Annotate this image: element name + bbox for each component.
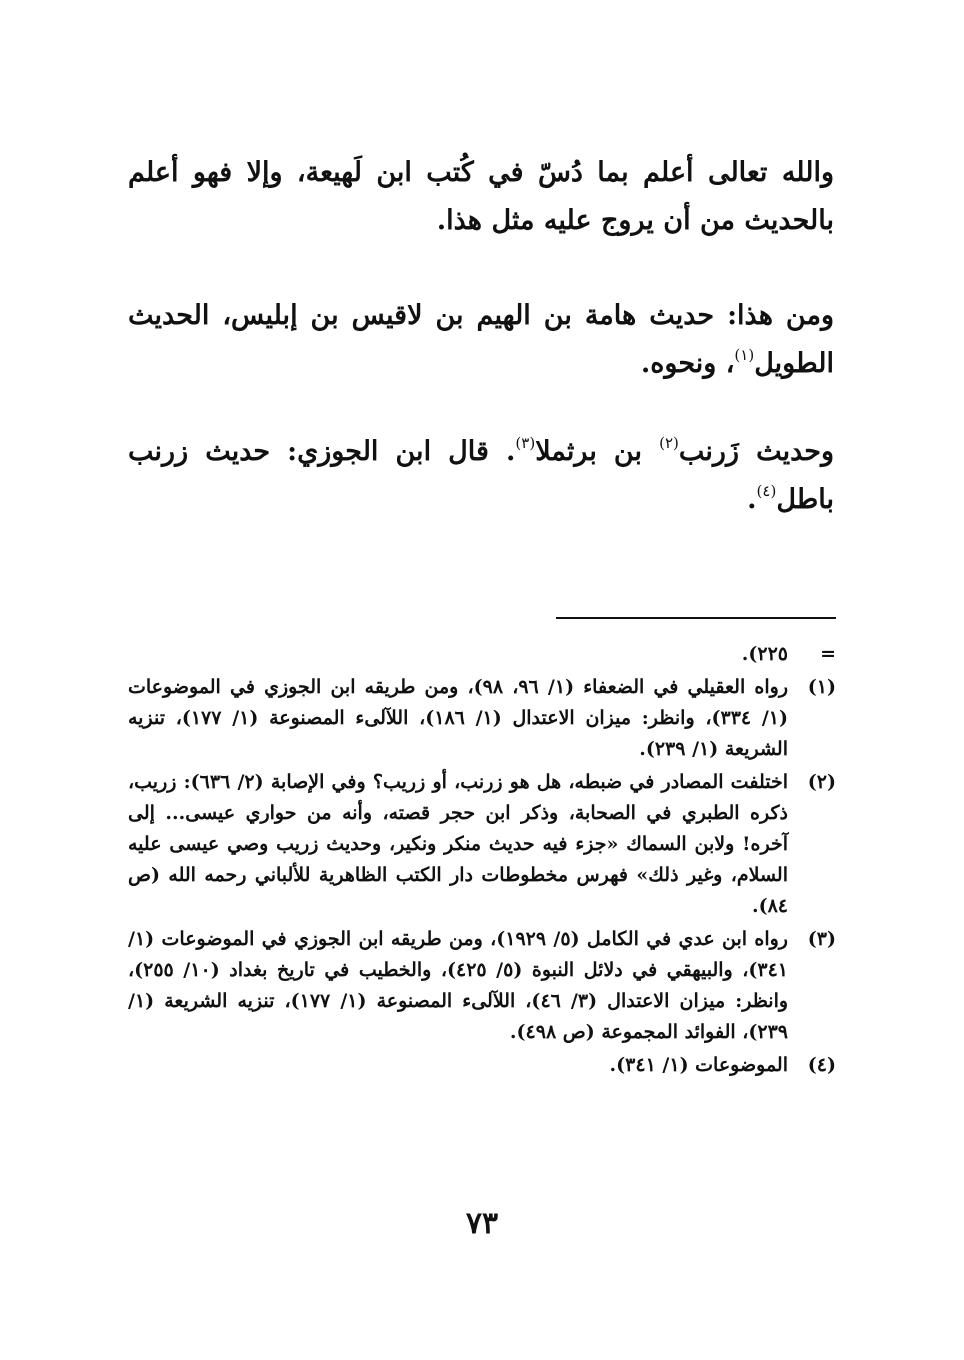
paragraph-text: وحديث زَرنب: [678, 436, 834, 467]
body-paragraph-1: [128, 149, 834, 245]
page-number: ٧٣: [465, 1206, 499, 1241]
footnote-number: (٤): [807, 1054, 836, 1076]
footnote-3: [128, 924, 836, 1048]
footnote-text: رواه ابن عدي في الكامل (٥/ ١٩٢٩)، ومن طريقه ابن الجوزي في الموضوعات (١/ ٣٤١)، والبيهقي في دلائل النبوة (٥/ ٤٢٥)، والخطيب في تاريخ بغداد (١٠/ ٢٥٥)، وانظر: ميزان الاعتدال (٣/ ٤٦)، اللآلىء المصنوعة (١/ ١٧٧)، تنزيه الشريعة (١/ ٢٣٩)، الفوائد المجموعة (ص ٤٩٨).: [128, 928, 789, 1043]
footnote-ref-4[interactable]: (٤): [756, 482, 777, 500]
footnote-4: [128, 1050, 836, 1081]
paragraph-text: والله تعالى أعلم بما دُسّ في كُتب ابن لَهيعة، وإلا فهو أعلم بالحديث من أن يروج عليه مثل هذا.: [128, 157, 834, 236]
footnote-continuation: [128, 639, 836, 670]
footnote-number: (٢): [807, 771, 836, 793]
paragraph-text: ، ونحوه.: [640, 348, 735, 379]
paragraph-text: ومن هذا: حديث هامة بن الهيم بن لاقيس بن إبليس، الحديث الطويل: [128, 300, 834, 379]
paragraph-text: بن برثملا: [535, 436, 660, 467]
footnotes-section: [128, 639, 836, 1083]
footnote-ref-3[interactable]: (٣): [515, 434, 536, 452]
footnote-2: [128, 767, 836, 922]
footnote-number: (١): [807, 676, 836, 698]
footnote-separator-rule: [556, 617, 836, 619]
footnote-number: (٣): [807, 928, 836, 950]
footnote-text: الموضوعات (١/ ٣٤١).: [609, 1054, 788, 1076]
footnote-ref-1[interactable]: (١): [734, 346, 755, 364]
footnote-text: رواه العقيلي في الضعفاء (١/ ٩٦، ٩٨)، ومن طريقه ابن الجوزي في الموضوعات (١/ ٣٣٤)، وانظر: ميزان الاعتدال (١/ ١٨٦)، اللآلىء المصنوعة (١/ ١٧٧)، تنزيه الشريعة (١/ ٢٣٩).: [128, 676, 789, 760]
footnote-1: [128, 672, 836, 765]
footnote-ref-2[interactable]: (٢): [659, 434, 679, 452]
paragraph-text: .: [747, 484, 757, 515]
footnote-text: ٢٢٥).: [741, 643, 788, 665]
footnote-text: اختلفت المصادر في ضبطه، هل هو زرنب، أو زريب؟ وفي الإصابة (٢/ ٦٣٦): زريب، ذكره الطبري في الصحابة، وذكر ابن حجر قصته، وأنه من حواري عيسى... إلى آخره! ولابن السماك «جزء فيه حديث منكر ونكير، وحديث زريب وصي عيسى عليه السلام، وغير ذلك» فهرس مخطوطات دار الكتب الظاهرية للألباني رحمه الله (ص ٨٤).: [128, 771, 788, 917]
body-paragraph-2: [128, 292, 834, 388]
body-paragraph-3: [128, 428, 834, 524]
paragraph-text: . قال ابن الجوزي: حديث زرنب باطل: [128, 436, 834, 515]
continuation-marker: =: [820, 643, 836, 665]
